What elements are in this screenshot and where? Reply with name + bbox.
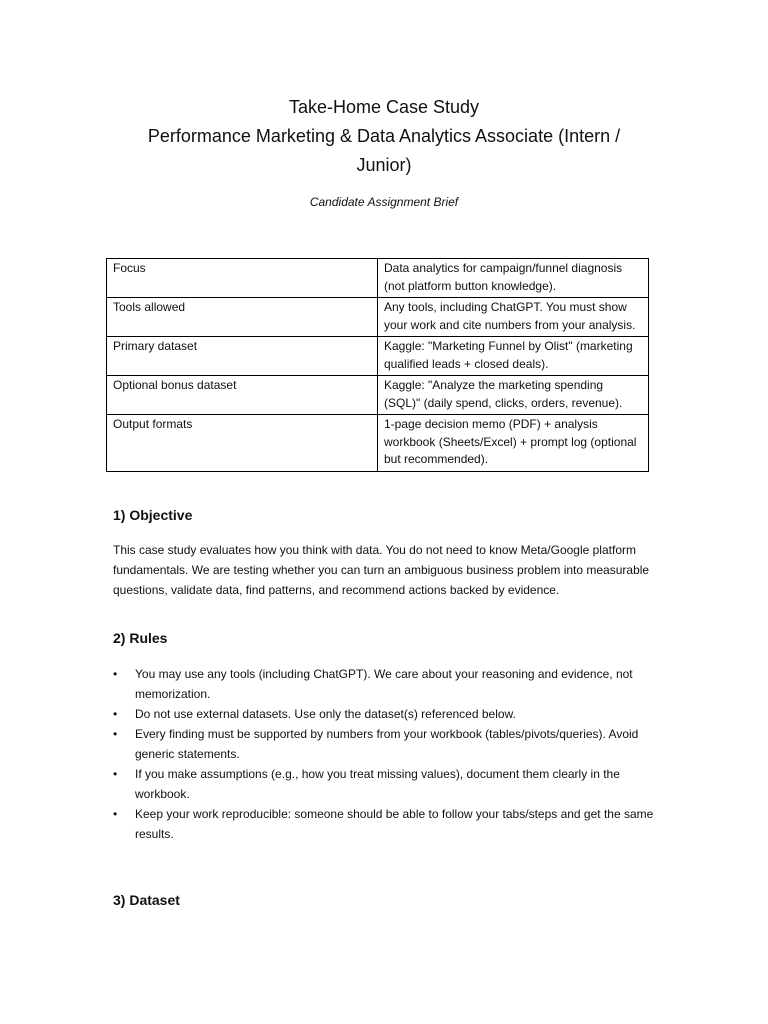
table-row bbox=[107, 298, 649, 337]
bullet-icon: • bbox=[113, 707, 118, 721]
objective-heading: 1) Objective bbox=[113, 507, 193, 523]
table-row bbox=[107, 376, 649, 415]
list-item bbox=[113, 764, 661, 804]
row-value: Any tools, including ChatGPT. You must show your work and cite numbers from your analysis. bbox=[378, 298, 649, 337]
row-label: Primary dataset bbox=[107, 337, 378, 376]
row-label: Output formats bbox=[107, 415, 378, 472]
bullet-icon: • bbox=[113, 667, 118, 681]
list-item bbox=[113, 664, 661, 704]
bullet-icon: • bbox=[113, 767, 118, 781]
list-item-text: Keep your work reproducible: someone should be able to follow your tabs/steps and get the same results. bbox=[135, 807, 654, 841]
list-item bbox=[113, 704, 661, 724]
document-title bbox=[100, 93, 668, 180]
title-line-2: Performance Marketing & Data Analytics Associate (Intern / bbox=[147, 126, 621, 146]
row-label: Tools allowed bbox=[107, 298, 378, 337]
row-label: Optional bonus dataset bbox=[107, 376, 378, 415]
bullet-icon: • bbox=[113, 727, 118, 741]
list-item-text: You may use any tools (including ChatGPT). We care about your reasoning and evidence, not memorization. bbox=[135, 667, 633, 701]
document-subtitle: Candidate Assignment Brief bbox=[309, 195, 459, 209]
row-value: Kaggle: "Analyze the marketing spending (SQL)" (daily spend, clicks, orders, revenue). bbox=[378, 376, 649, 415]
table-row bbox=[107, 337, 649, 376]
table-row bbox=[107, 259, 649, 298]
info-table bbox=[106, 258, 649, 472]
list-item-text: If you make assumptions (e.g., how you treat missing values), document them clearly in the workbook. bbox=[135, 767, 620, 801]
list-item-text: Do not use external datasets. Use only the dataset(s) referenced below. bbox=[135, 707, 516, 721]
list-item bbox=[113, 804, 661, 844]
list-item bbox=[113, 724, 661, 764]
row-label: Focus bbox=[107, 259, 378, 298]
title-line-1: Take-Home Case Study bbox=[288, 97, 480, 117]
objective-paragraph: This case study evaluates how you think with data. You do not need to know Meta/Google platform fundamentals. We are testing whether you can turn an ambiguous business problem into measurable questions, validate data, find patterns, and recommend actions backed by evidence. bbox=[113, 543, 650, 597]
row-value: 1-page decision memo (PDF) + analysis workbook (Sheets/Excel) + prompt log (optional but recommended). bbox=[378, 415, 649, 472]
rules-heading: 2) Rules bbox=[113, 630, 168, 646]
dataset-heading: 3) Dataset bbox=[113, 892, 180, 908]
row-value: Data analytics for campaign/funnel diagnosis (not platform button knowledge). bbox=[378, 259, 649, 298]
row-value: Kaggle: "Marketing Funnel by Olist" (marketing qualified leads + closed deals). bbox=[378, 337, 649, 376]
title-line-3: Junior) bbox=[356, 155, 412, 175]
rules-list bbox=[113, 664, 661, 844]
list-item-text: Every finding must be supported by numbers from your workbook (tables/pivots/queries). Avoid generic statements. bbox=[135, 727, 639, 761]
table-row bbox=[107, 415, 649, 472]
bullet-icon: • bbox=[113, 807, 118, 821]
